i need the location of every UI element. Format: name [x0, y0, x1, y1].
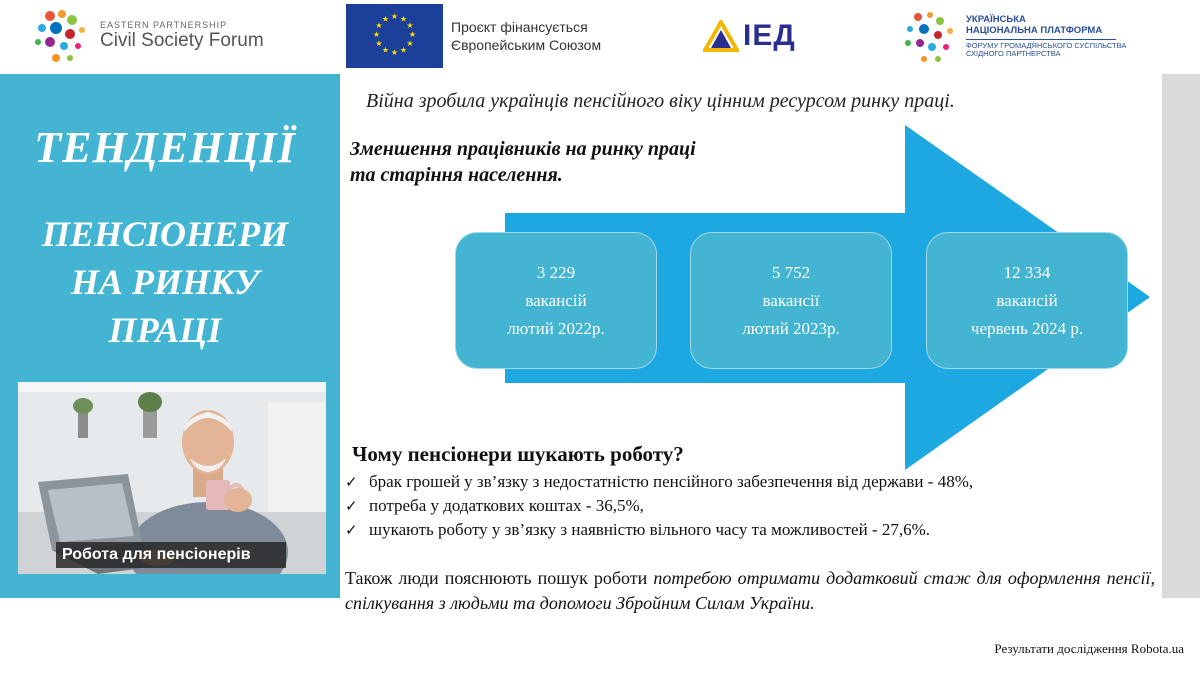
sub-headline-line-1: Зменшення працівників на ринку праці — [350, 138, 696, 160]
svg-text:★: ★ — [408, 30, 417, 39]
vacancies-value: 12 334 — [1003, 262, 1051, 282]
unp-line-3: ФОРУМУ ГРОМАДЯНСЬКОГО СУСПІЛЬСТВА — [966, 40, 1127, 50]
vacancies-date: червень 2024 р. — [970, 318, 1084, 338]
svg-text:★: ★ — [399, 14, 408, 24]
eap-csf-logo — [30, 6, 264, 66]
vacancies-date: лютий 2023р. — [742, 318, 840, 338]
reason-text: брак грошей у зв’язку з недостатністю пенсійного забезпечення від держави - 48%, — [369, 472, 974, 491]
ied-label: IЕД — [743, 19, 796, 52]
reason-text: шукають роботу у зв’язку з наявністю вільного часу та можливостей - 27,6%. — [369, 520, 930, 539]
unp-line-2: НАЦІОНАЛЬНА ПЛАТФОРМА — [966, 24, 1103, 36]
unp-text — [966, 15, 1126, 59]
reason-item — [345, 470, 973, 494]
checkmark-icon: ✓ — [345, 521, 358, 539]
vacancies-date: лютий 2022р. — [507, 318, 605, 338]
vacancies-label: вакансії — [762, 290, 820, 310]
ukrainian-national-platform-logo — [900, 6, 1126, 68]
svg-text:★: ★ — [390, 48, 399, 57]
header — [0, 0, 1200, 72]
svg-text:★: ★ — [372, 30, 381, 39]
topic-title-line-2: НА РИНКУ — [71, 262, 259, 302]
svg-text:★: ★ — [375, 21, 383, 30]
reason-text: потреба у додаткових коштах - 36,5%, — [369, 496, 644, 515]
additional-reasons-paragraph — [345, 566, 1155, 616]
topic-title — [0, 210, 330, 354]
eu-flag-icon — [346, 4, 443, 68]
why-title: Чому пенсіонери шукають роботу? — [352, 442, 684, 466]
additional-reasons-plain: Також люди пояснюють пошук роботи — [345, 568, 654, 588]
ied-logo — [703, 18, 796, 54]
left-panel — [0, 74, 340, 598]
topic-title-line-1: ПЕНСІОНЕРИ — [41, 214, 289, 254]
photo-caption: Робота для пенсіонерів — [56, 542, 286, 568]
sub-headline-line-2: та старіння населення. — [350, 164, 563, 186]
svg-text:★: ★ — [381, 14, 390, 24]
eu-text — [451, 18, 601, 54]
vacancies-label: вакансій — [525, 290, 587, 310]
topic-title-line-3: ПРАЦІ — [108, 310, 222, 350]
reasons-list — [345, 470, 973, 542]
vacancies-value: 3 229 — [536, 262, 576, 282]
pensioner-photo — [18, 382, 326, 574]
svg-text:★: ★ — [399, 45, 408, 55]
eap-dots-icon — [30, 6, 92, 66]
vacancies-box-feb-2023 — [690, 232, 892, 369]
vacancies-label: вакансій — [996, 290, 1058, 310]
eu-line-1: Проєкт фінансується — [451, 18, 588, 35]
unp-divider — [966, 39, 1116, 40]
eu-line-2: Європейським Союзом — [451, 37, 602, 53]
sub-headline — [350, 136, 880, 188]
unp-line-4: СХІДНОГО ПАРТНЕРСТВА — [966, 49, 1061, 59]
source-note: Результати дослідження Robota.ua — [994, 641, 1184, 656]
svg-text:★: ★ — [375, 39, 383, 48]
eu-funding-logo — [346, 4, 601, 68]
right-grey-bar — [1162, 74, 1200, 598]
ied-triangle-icon — [703, 20, 739, 52]
eu-stars-icon — [346, 4, 443, 68]
eap-big-label: Civil Society Forum — [100, 29, 264, 51]
headline: Війна зробила українців пенсійного віку цінним ресурсом ринку праці. — [366, 90, 955, 112]
unp-line-1: УКРАЇНСЬКА — [966, 13, 1026, 25]
checkmark-icon: ✓ — [345, 473, 358, 491]
eap-text — [100, 21, 264, 50]
svg-text:★: ★ — [390, 12, 399, 21]
reason-item — [345, 494, 973, 518]
section-title: ТЕНДЕНЦІЇ — [34, 123, 296, 172]
additional-reasons-italic: потребою отримати додатковий стаж для оформлення пенсії, спілкування з людьми та допомоги Збройним Силам України. — [345, 568, 1156, 613]
svg-text:★: ★ — [381, 45, 390, 55]
svg-text:★: ★ — [406, 21, 414, 30]
checkmark-icon: ✓ — [345, 497, 358, 515]
reason-item — [345, 518, 973, 542]
svg-text:★: ★ — [406, 39, 414, 48]
vacancies-box-feb-2022 — [455, 232, 657, 369]
vacancies-value: 5 752 — [771, 262, 811, 282]
unp-dots-icon — [900, 7, 958, 67]
eap-small-label: EASTERN PARTNERSHIP — [100, 20, 228, 31]
vacancies-box-jun-2024 — [926, 232, 1128, 369]
